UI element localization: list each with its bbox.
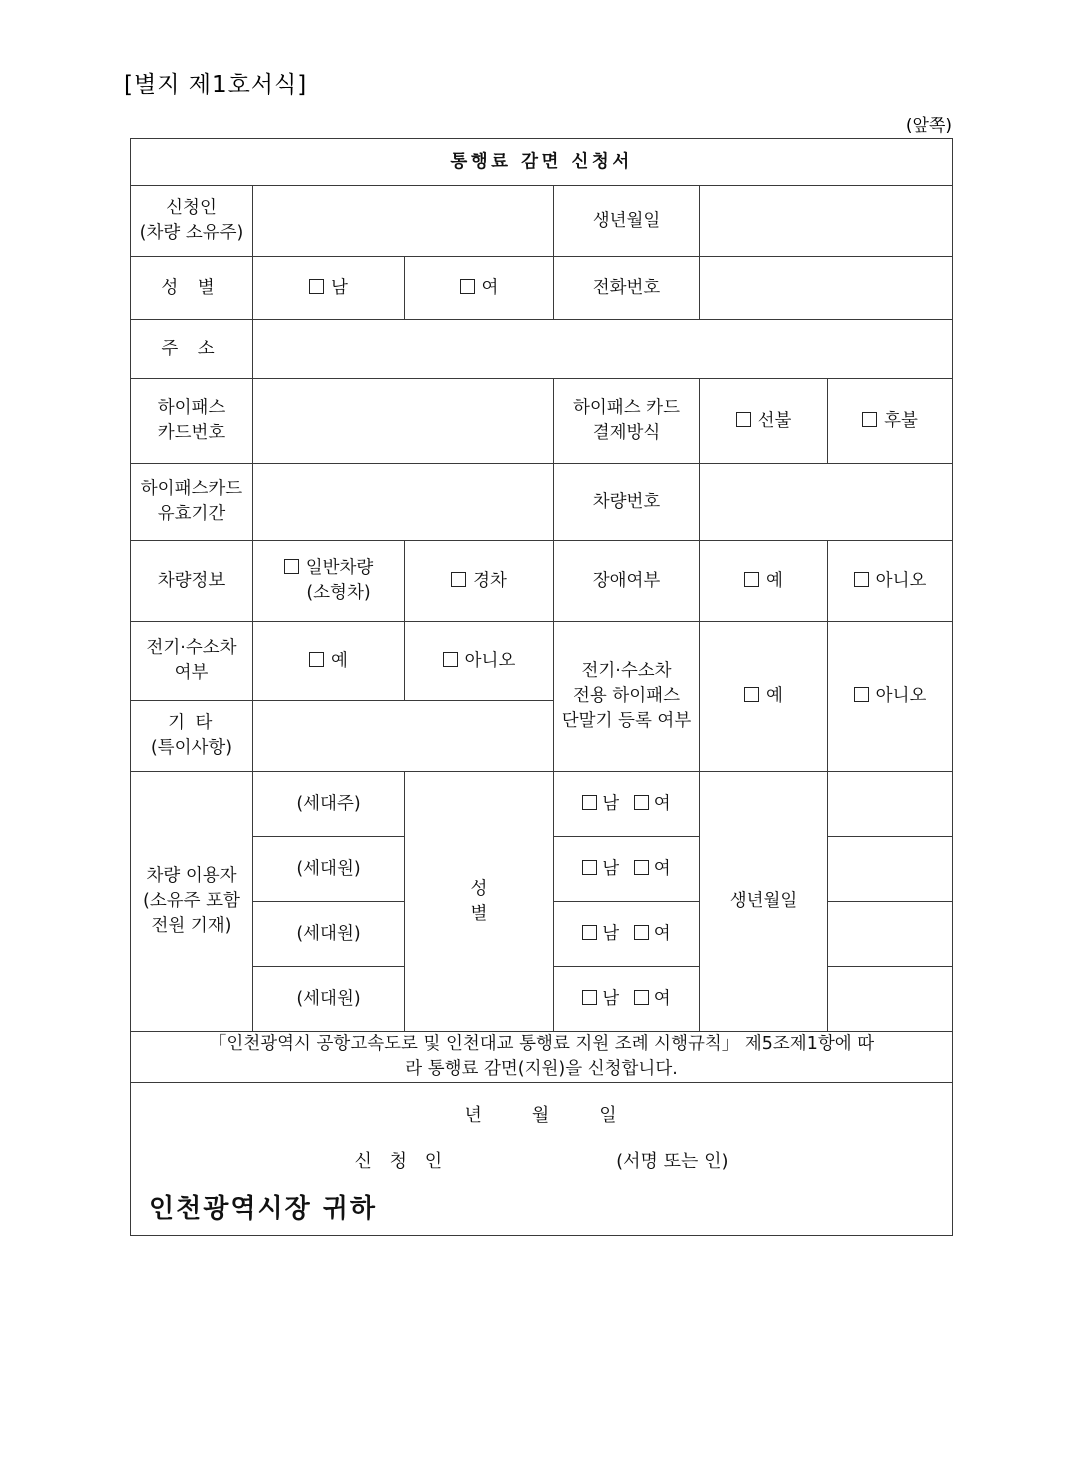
disability-no-label: 아니오	[875, 570, 927, 591]
vehicle-normal-checkbox[interactable]	[253, 541, 405, 622]
statement-line-2: 라 통행료 감면(지원)을 신청합니다.	[405, 1058, 678, 1079]
user-birthdate-input[interactable]	[828, 967, 953, 1032]
ev-no-checkbox[interactable]	[405, 622, 554, 701]
checkbox-icon[interactable]	[744, 687, 759, 702]
hipass-card-number-label-l1: 하이패스	[157, 398, 226, 419]
ev-yes-label: 예	[331, 650, 348, 671]
user-gender-male-label: 남	[602, 923, 620, 944]
vehicle-users-label-l1: 차량 이용자	[146, 866, 237, 887]
applicant-sign-label: 신 청 인	[354, 1150, 449, 1172]
checkbox-icon[interactable]	[284, 559, 299, 574]
address-label: 주 소	[131, 320, 253, 379]
day-label: 일	[599, 1104, 619, 1126]
page-title: 통행료 감면 신청서	[131, 139, 953, 186]
phone-input[interactable]	[700, 257, 953, 320]
applicant-signature-line	[131, 1149, 952, 1175]
vehicle-number-label: 차량번호	[554, 464, 700, 541]
ev-label-l1: 전기·수소차	[146, 638, 237, 659]
checkbox-icon[interactable]	[736, 412, 751, 427]
signature-block	[131, 1082, 953, 1235]
applicant-label-main: 신청인	[166, 198, 217, 219]
form-title-row	[131, 139, 953, 186]
checkbox-icon[interactable]	[451, 572, 466, 587]
page-side-label: (앞쪽)	[905, 116, 952, 136]
ev-label-l2: 여부	[174, 663, 209, 683]
hipass-card-number-input[interactable]	[253, 379, 554, 464]
checkbox-icon[interactable]	[634, 795, 649, 810]
user-role-label: (세대원)	[253, 902, 405, 967]
checkbox-icon[interactable]	[582, 795, 597, 810]
disability-label: 장애여부	[554, 541, 700, 622]
user-role-label: (세대주)	[253, 772, 405, 837]
checkbox-icon[interactable]	[582, 925, 597, 940]
checkbox-icon[interactable]	[744, 572, 759, 587]
ev-hipass-yes-label: 예	[766, 686, 783, 707]
ev-no-label: 아니오	[464, 650, 516, 671]
hipass-card-number-label-l2: 카드번호	[157, 423, 226, 443]
vehicle-users-label	[131, 772, 253, 1032]
vehicle-number-input[interactable]	[700, 464, 953, 541]
gender-female-checkbox[interactable]	[405, 257, 554, 320]
checkbox-icon[interactable]	[582, 860, 597, 875]
hipass-card-number-label	[131, 379, 253, 464]
ev-yes-checkbox[interactable]	[253, 622, 405, 701]
recipient-label: 인천광역시장 귀하	[149, 1193, 377, 1224]
hipass-validity-input[interactable]	[253, 464, 554, 541]
user-gender-female-label: 여	[653, 793, 671, 814]
user-gender-male-label: 남	[602, 988, 620, 1009]
user-role-label: (세대원)	[253, 967, 405, 1032]
user-role-label: (세대원)	[253, 837, 405, 902]
gender-label: 성 별	[131, 257, 253, 320]
hipass-card-row	[131, 379, 953, 464]
hipass-payment-label-l2: 결제방식	[592, 423, 661, 443]
vehicle-light-label: 경차	[473, 570, 507, 591]
checkbox-icon[interactable]	[634, 925, 649, 940]
etc-label-l2: (특이사항)	[150, 738, 233, 758]
gender-male-label: 남	[331, 277, 348, 298]
disability-yes-checkbox[interactable]	[700, 541, 828, 622]
hipass-postpaid-checkbox[interactable]	[828, 379, 953, 464]
vehicle-info-label: 차량정보	[131, 541, 253, 622]
ev-hipass-label-l1: 전기·수소차	[581, 661, 672, 682]
ev-hipass-no-checkbox[interactable]	[828, 622, 953, 772]
hipass-validity-label	[131, 464, 253, 541]
phone-label: 전화번호	[554, 257, 700, 320]
checkbox-icon[interactable]	[309, 279, 324, 294]
statement-row	[131, 1032, 953, 1083]
user-gender-checkboxes[interactable]	[554, 837, 700, 902]
birthdate-input[interactable]	[700, 186, 953, 257]
etc-input[interactable]	[253, 701, 554, 772]
vehicle-info-row	[131, 541, 953, 622]
hipass-prepaid-label: 선불	[757, 410, 792, 431]
user-gender-checkboxes[interactable]	[554, 902, 700, 967]
user-gender-column-label	[405, 772, 554, 1032]
checkbox-icon[interactable]	[309, 652, 324, 667]
vehicle-user-row	[131, 772, 953, 837]
user-gender-female-label: 여	[653, 988, 671, 1009]
applicant-label-sub: (차량 소유주)	[139, 223, 244, 243]
ev-hipass-terminal-label	[554, 622, 700, 772]
checkbox-icon[interactable]	[582, 990, 597, 1005]
user-gender-female-label: 여	[653, 858, 671, 879]
ev-hipass-label-l2: 전용 하이패스	[573, 686, 680, 707]
gender-male-checkbox[interactable]	[253, 257, 405, 320]
checkbox-icon[interactable]	[862, 412, 877, 427]
hipass-prepaid-checkbox[interactable]	[700, 379, 828, 464]
birthdate-label: 생년월일	[554, 186, 700, 257]
month-label: 월	[531, 1104, 552, 1126]
hipass-payment-label-l1: 하이패스 카드	[573, 398, 680, 419]
checkbox-icon[interactable]	[460, 279, 475, 294]
applicant-row	[131, 186, 953, 257]
vehicle-light-checkbox[interactable]	[405, 541, 554, 622]
user-birthdate-input[interactable]	[828, 772, 953, 837]
checkbox-icon[interactable]	[443, 652, 458, 667]
hipass-payment-label	[554, 379, 700, 464]
vehicle-users-label-l3: 전원 기재)	[151, 915, 232, 936]
user-gender-male-label: 남	[602, 858, 620, 879]
gender-female-label: 여	[481, 277, 499, 298]
disability-no-checkbox[interactable]	[828, 541, 953, 622]
disability-yes-label: 예	[766, 570, 783, 591]
ev-label	[131, 622, 253, 701]
etc-label	[131, 701, 253, 772]
hipass-validity-row	[131, 464, 953, 541]
applicant-label	[131, 186, 253, 257]
gender-row	[131, 257, 953, 320]
toll-exemption-application-form	[130, 138, 953, 1236]
address-input[interactable]	[253, 320, 953, 379]
checkbox-icon[interactable]	[634, 990, 649, 1005]
vehicle-users-label-l2: (소유주 포함	[143, 891, 240, 912]
user-birthdate-input[interactable]	[828, 837, 953, 902]
checkbox-icon[interactable]	[854, 687, 869, 702]
checkbox-icon[interactable]	[634, 860, 649, 875]
gender-col-char-1: 성	[470, 878, 488, 899]
hipass-validity-label-l1: 하이패스카드	[140, 479, 243, 500]
applicant-name-input[interactable]	[253, 186, 554, 257]
year-label: 년	[464, 1104, 484, 1126]
legal-statement	[131, 1032, 953, 1083]
gender-col-char-2: 별	[470, 903, 488, 924]
statement-line-1: 「인천광역시 공항고속도로 및 인천대교 통행료 지원 조례 시행규칙」 제5조제1항에 따	[208, 1034, 875, 1054]
users-birthdate-label: 생년월일	[700, 772, 828, 1032]
ev-vehicle-row	[131, 622, 953, 701]
etc-label-l1: 기 타	[168, 713, 215, 734]
hipass-validity-label-l2: 유효기간	[157, 504, 226, 524]
vehicle-normal-sublabel: (소형차)	[306, 583, 371, 603]
user-gender-male-label: 남	[602, 793, 620, 814]
vehicle-normal-label: 일반차량	[305, 558, 374, 579]
form-number-label: [별지 제1호서식]	[124, 72, 308, 98]
user-gender-checkboxes[interactable]	[554, 772, 700, 837]
seal-note-label: (서명 또는 인)	[616, 1150, 729, 1172]
signature-row	[131, 1082, 953, 1235]
user-gender-checkboxes[interactable]	[554, 967, 700, 1032]
ev-hipass-no-label: 아니오	[875, 686, 927, 707]
ev-hipass-yes-checkbox[interactable]	[700, 622, 828, 772]
date-line	[131, 1103, 952, 1129]
checkbox-icon[interactable]	[854, 572, 869, 587]
user-birthdate-input[interactable]	[828, 902, 953, 967]
user-gender-female-label: 여	[653, 923, 671, 944]
ev-hipass-label-l3: 단말기 등록 여부	[561, 710, 692, 731]
address-row	[131, 320, 953, 379]
hipass-postpaid-label: 후불	[884, 410, 918, 431]
